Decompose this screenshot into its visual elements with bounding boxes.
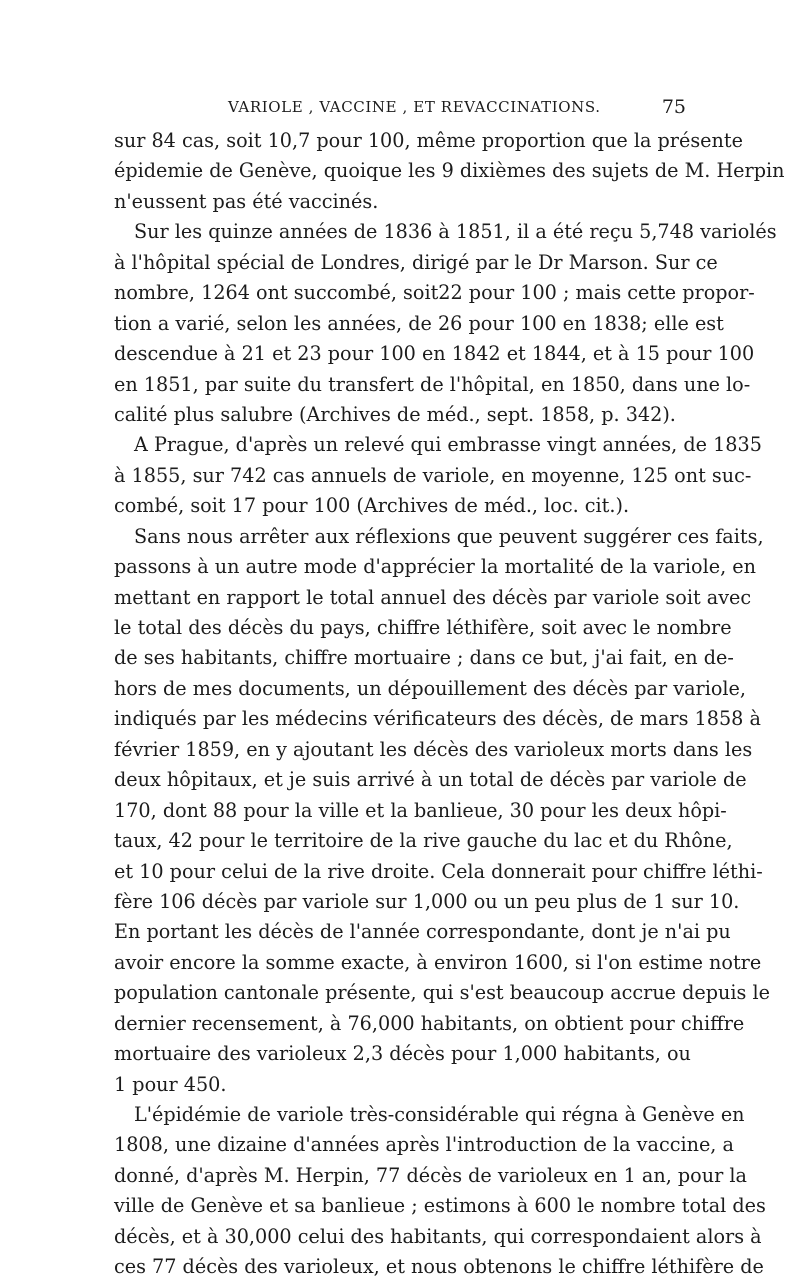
text-line: épidemie de Genève, quoique les 9 dixièmes des sujets de M. Herpin	[114, 159, 785, 183]
text-line: descendue à 21 et 23 pour 100 en 1842 et 1844, et à 15 pour 100	[114, 342, 755, 366]
text-line: deux hôpitaux, et je suis arrivé à un total de décès par variole de	[114, 768, 747, 792]
text-line: n'eussent pas été vaccinés.	[114, 189, 379, 213]
paragraph-start-line: L'épidémie de variole très-considérable qui régna à Genève en	[134, 1103, 745, 1126]
text-line: en 1851, par suite du transfert de l'hôpital, en 1850, dans une lo-	[114, 372, 751, 396]
text-line: ville de Genève et sa banlieue ; estimons à 600 le nombre total des	[114, 1194, 766, 1218]
text-line: indiqués par les médecins vérificateurs des décès, de mars 1858 à	[114, 707, 761, 731]
text-line: décès, et à 30,000 celui des habitants, qui correspondaient alors à	[114, 1224, 762, 1248]
text-line: taux, 42 pour le territoire de la rive gauche du lac et du Rhône,	[114, 829, 733, 853]
text-line: à l'hôpital spécial de Londres, dirigé par le Dr Marson. Sur ce	[114, 250, 718, 274]
text-line: avoir encore la somme exacte, à environ 1600, si l'on estime notre	[114, 950, 762, 974]
text-line: ces 77 décès des varioleux, et nous obtenons le chiffre léthifère de	[114, 1255, 764, 1279]
text-line: calité plus salubre (Archives de méd., sept. 1858, p. 342).	[114, 402, 676, 426]
text-line: février 1859, en y ajoutant les décès des varioleux morts dans les	[114, 737, 753, 761]
text-line: mettant en rapport le total annuel des décès par variole soit avec	[114, 585, 752, 609]
text-line: population cantonale présente, qui s'est beaucoup accrue depuis le	[114, 981, 770, 1005]
text-line: 1 pour 450.	[114, 1072, 227, 1096]
body-text	[114, 126, 785, 1283]
text-line: dernier recensement, à 76,000 habitants, on obtient pour chiffre	[114, 1011, 745, 1035]
text-line: 1808, une dizaine d'années après l'introduction de la vaccine, a	[114, 1133, 734, 1157]
text-line: mortuaire des varioleux 2,3 décès pour 1,000 habitants, ou	[114, 1042, 691, 1066]
running-header	[112, 96, 686, 122]
text-line: hors de mes documents, un dépouillement des décès par variole,	[114, 676, 746, 700]
text-line: fère 106 décès par variole sur 1,000 ou un peu plus de 1 sur 10.	[114, 889, 740, 913]
text-line: En portant les décès de l'année correspondante, dont je n'ai pu	[114, 920, 731, 944]
text-line: 170, dont 88 pour la ville et la banlieue, 30 pour les deux hôpi-	[114, 798, 727, 822]
paragraph-start-line: Sans nous arrêter aux réflexions que peuvent suggérer ces faits,	[134, 524, 764, 548]
paragraph-start-line: A Prague, d'après un relevé qui embrasse vingt années, de 1835	[134, 433, 762, 457]
text-line: le total des décès du pays, chiffre léthifère, soit avec le nombre	[114, 616, 732, 639]
text-line: combé, soit 17 pour 100 (Archives de méd., loc. cit.).	[114, 494, 630, 518]
page-number: 75	[661, 96, 686, 118]
text-line: donné, d'après M. Herpin, 77 décès de varioleux en 1 an, pour la	[114, 1163, 747, 1187]
text-line: de ses habitants, chiffre mortuaire ; dans ce but, j'ai fait, en de-	[114, 646, 734, 670]
text-line: nombre, 1264 ont succombé, soit22 pour 100 ; mais cette propor-	[114, 281, 755, 305]
text-line: passons à un autre mode d'apprécier la mortalité de la variole, en	[114, 555, 756, 579]
text-line: et 10 pour celui de la rive droite. Cela donnerait pour chiffre léthi-	[114, 859, 763, 883]
text-line: tion a varié, selon les années, de 26 pour 100 en 1838; elle est	[114, 311, 724, 335]
paragraph-start-line: Sur les quinze années de 1836 à 1851, il a été reçu 5,748 variolés	[134, 220, 777, 244]
text-line: sur 84 cas, soit 10,7 pour 100, même proportion que la présente	[114, 129, 743, 152]
running-title: VARIOLE , VACCINE , ET REVACCINATIONS.	[228, 98, 601, 116]
text-line: à 1855, sur 742 cas annuels de variole, en moyenne, 125 ont suc-	[114, 463, 752, 487]
